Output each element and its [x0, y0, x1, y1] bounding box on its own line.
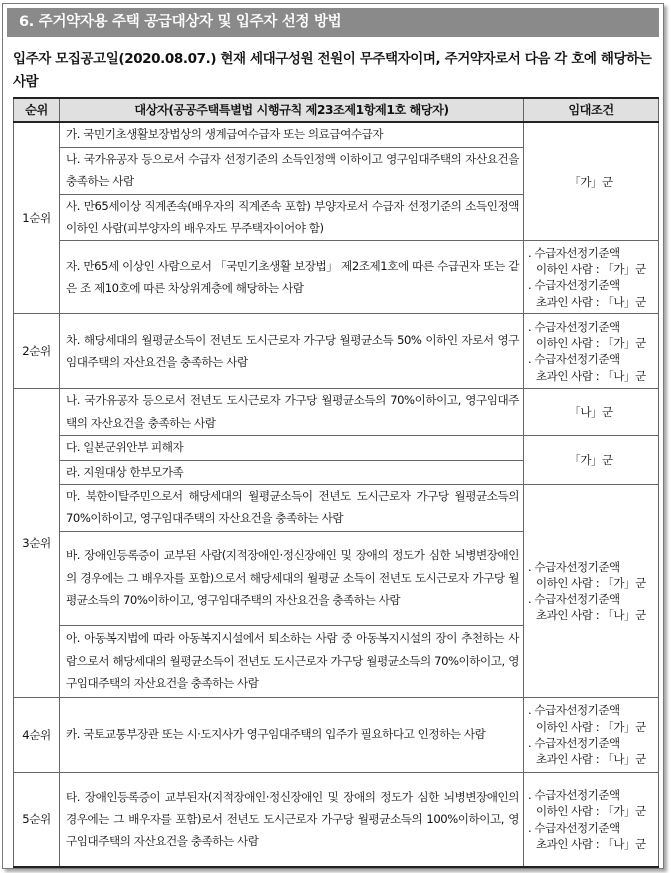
condition-line: 초과인 사람 : 「나」군 — [536, 752, 646, 767]
condition-split-cell — [524, 241, 659, 314]
target-cell: 카. 국토교통부장관 또는 시·도지사가 영구임대주택의 입주가 필요하다고 인정하는 사람 — [60, 697, 524, 772]
condition-split-cell — [524, 697, 659, 772]
condition-line: . 수급자선정기준액 — [528, 591, 620, 606]
table-row — [14, 389, 659, 436]
document-page — [2, 3, 664, 869]
table-row — [14, 485, 659, 532]
condition-split-cell — [524, 314, 659, 389]
condition-split-cell — [524, 485, 659, 698]
condition-line: 이하인 사람 : 「가」군 — [536, 575, 646, 590]
target-cell: 차. 해당세대의 월평균소득이 전년도 도시근로자 가구당 월평균소득 50% 이하인 자로서 영구임대주택의 자산요건을 충족하는 사람 — [60, 314, 524, 389]
condition-cell: 「나」군 — [524, 389, 659, 436]
condition-cell: 「가」군 — [524, 436, 659, 485]
target-cell: 타. 장애인등록증이 교부된자(지적장애인·정신장애인 및 장애의 정도가 심한 뇌병변장애인의 경우에는 그 배우자를 포함)로서 전년도 도시근로자 가구당 월평균소득의 100%이하이고, 영구임대주택의 자산요건을 충족하는 사람 — [60, 772, 524, 867]
header-target: 대상자(공공주택특별법 시행규칙 제23조제1항제1호 해당자) — [60, 98, 524, 122]
condition-line: 이하인 사람 : 「가」군 — [536, 262, 646, 277]
target-cell: 바. 장애인등록증이 교부된 사람(지적장애인·정신장애인 및 장애의 정도가 심한 뇌병변장애인의 경우에는 그 배우자를 포함)으로서 해당세대의 월평균 소득이 전년도 도시근로자 가구당 월평균소득의 70%이하이고, 영구임대주택의 자산요건을 충족하는 사람 — [60, 531, 524, 625]
table-row — [14, 241, 659, 314]
section-title: 6. 주거약자용 주택 공급대상자 및 입주자 선정 방법 — [7, 8, 659, 37]
condition-line: 이하인 사람 : 「가」군 — [536, 336, 646, 351]
target-cell: 사. 만65세이상 직계존속(배우자의 직계존속 포함) 부양자로서 수급자 선정기준의 소득인정액 이하인 사람(피부양자의 배우자도 무주택자이어야 함) — [60, 194, 524, 241]
condition-line: 이하인 사람 : 「가」군 — [536, 719, 646, 734]
condition-line: . 수급자선정기준액 — [528, 246, 620, 261]
table-row — [14, 436, 659, 460]
header-rank: 순위 — [14, 98, 60, 122]
table-row — [14, 122, 659, 147]
table-row — [14, 697, 659, 772]
rank-cell-5: 5순위 — [14, 772, 60, 867]
condition-line: 초과인 사람 : 「나」군 — [536, 294, 646, 309]
rank-cell-4: 4순위 — [14, 697, 60, 772]
condition-line: 이하인 사람 : 「가」군 — [536, 804, 646, 819]
condition-line: . 수급자선정기준액 — [528, 735, 620, 750]
condition-line: . 수급자선정기준액 — [528, 820, 620, 835]
condition-line: . 수급자선정기준액 — [528, 352, 620, 367]
target-cell: 마. 북한이탈주민으로서 해당세대의 월평균소득이 전년도 도시근로자 가구당 월평균소득의 70%이하이고, 영구임대주택의 자산요건을 충족하는 사람 — [60, 485, 524, 532]
condition-line: 초과인 사람 : 「나」군 — [536, 368, 646, 383]
condition-line: . 수급자선정기준액 — [528, 703, 620, 718]
condition-split-cell — [524, 772, 659, 867]
table-header-row — [14, 98, 659, 122]
target-cell: 나. 국가유공자 등으로서 수급자 선정기준의 소득인정액 이하이고 영구임대주택의 자산요건을 충족하는 사람 — [60, 147, 524, 194]
condition-cell: 「가」군 — [524, 122, 659, 241]
target-cell: 자. 만65세 이상인 사람으로서 「국민기초생활 보장법」 제2조제1호에 따른 수급권자 또는 같은 조 제10호에 따른 차상위계층에 해당하는 사람 — [60, 241, 524, 314]
rank-cell-2: 2순위 — [14, 314, 60, 389]
condition-line: 초과인 사람 : 「나」군 — [536, 608, 646, 623]
condition-line: . 수급자선정기준액 — [528, 320, 620, 335]
rank-cell-3: 3순위 — [14, 389, 60, 697]
rank-cell-1: 1순위 — [14, 122, 60, 314]
condition-line: . 수급자선정기준액 — [528, 559, 620, 574]
condition-line: 초과인 사람 : 「나」군 — [536, 836, 646, 851]
table-row — [14, 314, 659, 389]
target-cell: 다. 일본군위안부 피해자 — [60, 436, 524, 460]
condition-line: . 수급자선정기준액 — [528, 278, 620, 293]
target-cell: 나. 국가유공자 등으로서 전년도 도시근로자 가구당 월평균소득의 70%이하이고, 영구임대주택의 자산요건을 충족하는 사람 — [60, 389, 524, 436]
table-row — [14, 772, 659, 867]
intro-text: 입주자 모집공고일(2020.08.07.) 현재 세대구성원 전원이 무주택자이며, 주거약자로서 다음 각 호에 해당하는 사람 — [13, 51, 652, 90]
header-condition: 임대조건 — [524, 98, 659, 122]
target-cell: 라. 지원대상 한부모가족 — [60, 460, 524, 484]
condition-line: . 수급자선정기준액 — [528, 788, 620, 803]
eligibility-table — [13, 97, 659, 868]
target-cell: 가. 국민기초생활보장법상의 생계급여수급자 또는 의료급여수급자 — [60, 122, 524, 147]
target-cell: 아. 아동복지법에 따라 아동복지시설에서 퇴소하는 사람 중 아동복지시설의 장이 추천하는 사람으로서 해당세대의 월평균소득이 전년도 도시근로자 가구당 월평균소득의 70%이하이고, 영구임대주택의 자산요건을 충족하는 사람 — [60, 625, 524, 697]
